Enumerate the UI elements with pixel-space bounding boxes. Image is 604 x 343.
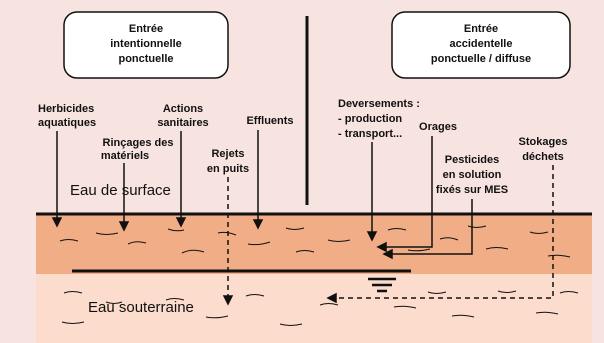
label-deversements-1: Deversements : [338, 98, 420, 110]
box-right-line3: ponctuelle / diffuse [430, 53, 532, 65]
box-left-line1: Entrée [128, 23, 164, 35]
label-herbicides-2: aquatiques [38, 117, 97, 129]
label-stokages-2: déchets [522, 151, 564, 163]
label-stokages-1: Stokages [518, 136, 568, 148]
label-pesticides-3: fixés sur MES [435, 184, 509, 196]
box-left-line2: intentionnelle [110, 38, 182, 50]
box-left-line3: ponctuelle [118, 53, 174, 65]
label-deversements-2: - production [338, 113, 403, 125]
surface-water-layer [36, 214, 592, 274]
label-groundwater: Eau souterraine [88, 299, 194, 316]
label-rincages-1: Rinçages des [102, 137, 174, 149]
box-right-line2: accidentelle [449, 38, 513, 50]
label-surface-water: Eau de surface [70, 182, 171, 199]
label-rincages-2: matériels [100, 150, 150, 162]
label-pesticides-2: en solution [442, 169, 502, 181]
label-actions-1: Actions [162, 103, 204, 115]
label-deversements-3: - transport... [338, 128, 403, 140]
label-pesticides-1: Pesticides [444, 154, 500, 166]
label-actions-2: sanitaires [157, 117, 209, 129]
label-orages: Orages [419, 121, 457, 133]
label-herbicides-1: Herbicides [38, 103, 95, 115]
label-rejets-1: Rejets [211, 148, 245, 160]
label-effluents: Effluents [246, 115, 294, 127]
label-rejets-2: en puits [206, 163, 250, 175]
box-right-line1: Entrée [463, 23, 499, 35]
